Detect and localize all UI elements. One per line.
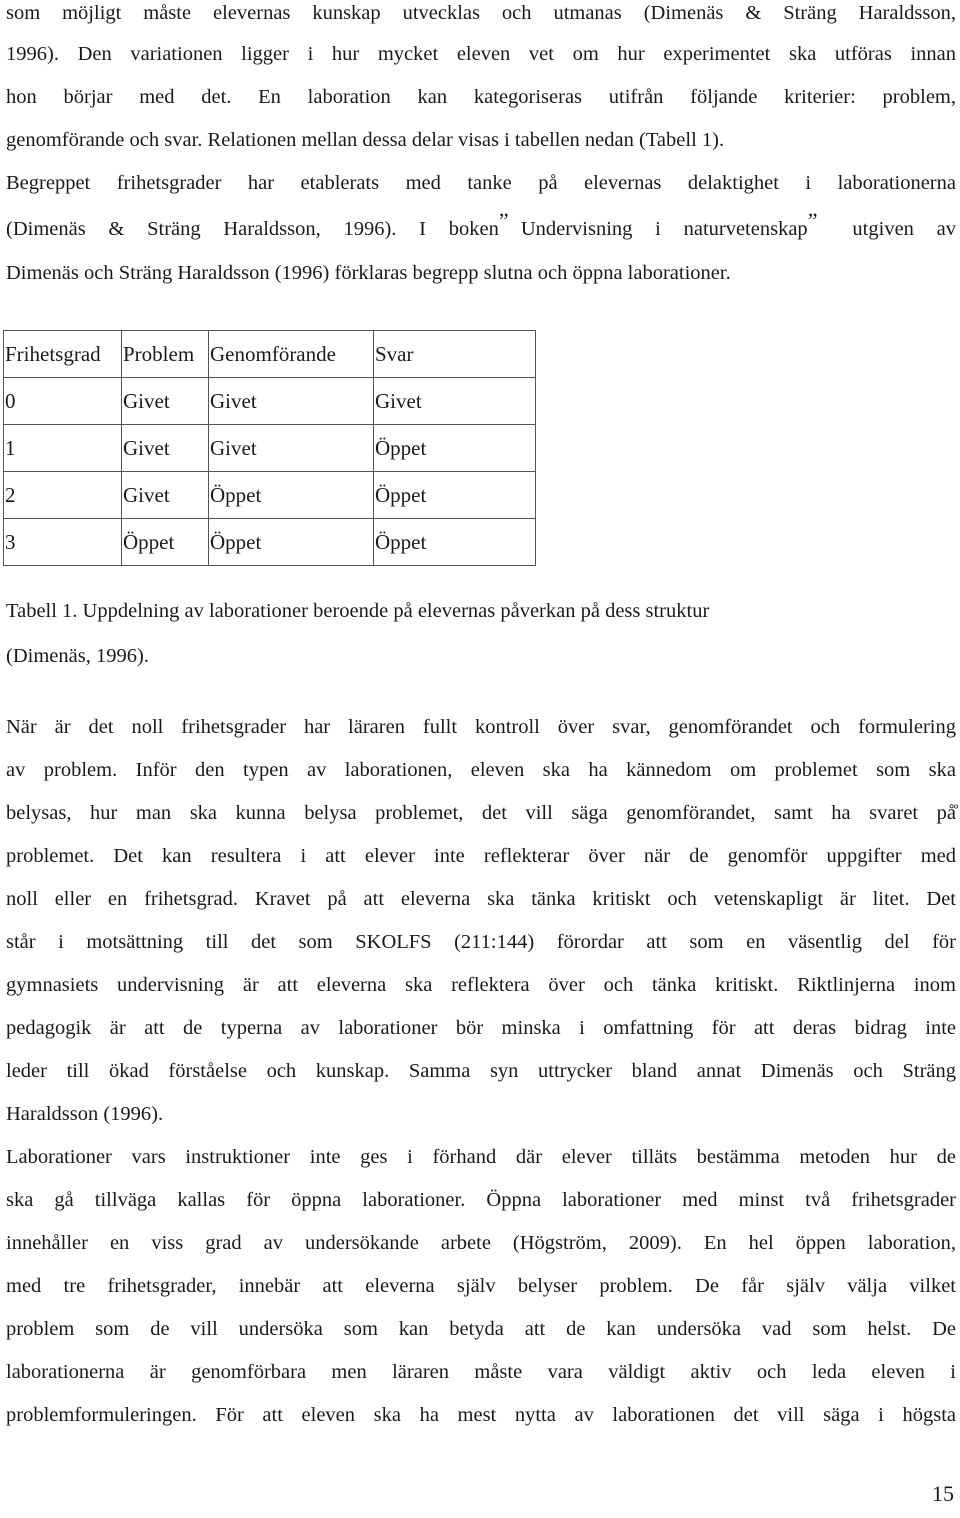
text-line: hon börjar med det. En laboration kan kategoriseras utifrån följande kriterier: problem, [6, 86, 956, 108]
table-cell: Öppet [209, 519, 374, 566]
table-cell: 3 [4, 519, 122, 566]
text-segment: utgiven av [852, 218, 956, 240]
text-line: När är det noll frihetsgrader har läraren fullt kontroll över svar, genomförandet och formulering [6, 716, 956, 738]
text-line: Haraldsson (1996). [6, 1103, 164, 1125]
table-caption: (Dimenäs, 1996). [6, 645, 149, 667]
text-line [6, 208, 956, 242]
text-line: innehåller en viss grad av undersökande arbete (Högström, 2009). En hel öppen laboration, [6, 1232, 956, 1254]
text-line: noll eller en frihetsgrad. Kravet på att eleverna ska tänka kritiskt och vetenskapligt är litet. Det [6, 888, 956, 910]
header-cell: Problem [122, 331, 209, 378]
table-cell: Öppet [122, 519, 209, 566]
text-line: Dimenäs och Sträng Haraldsson (1996) förklaras begrepp slutna och öppna laborationer. [6, 262, 731, 284]
table-cell: Givet [374, 378, 536, 425]
text-line: problemformuleringen. För att eleven ska ha mest nytta av laborationen det vill säga i högsta [6, 1404, 956, 1426]
text-line: Begreppet frihetsgrader har etablerats med tanke på elevernas delaktighet i laborationerna [6, 172, 956, 194]
book-title: Undervisning i naturvetenskap [520, 218, 808, 240]
text-line: Laborationer vars instruktioner inte ges i förhand där elever tilläts bestämma metoden hur de [6, 1146, 956, 1168]
table-row [4, 519, 536, 566]
table-row [4, 425, 536, 472]
header-cell: Svar [374, 331, 536, 378]
header-cell: Frihetsgrad [4, 331, 122, 378]
text-line: av problem. Inför den typen av laborationen, eleven ska ha kännedom om problemet som ska [6, 759, 956, 781]
table-cell: Givet [122, 472, 209, 519]
text-line: med tre frihetsgrader, innebär att eleverna själv belyser problem. De får själv välja vilket [6, 1275, 956, 1297]
table-header-row [4, 331, 536, 378]
table-cell: Öppet [374, 472, 536, 519]
text-line: belysas, hur man ska kunna belysa problemet, det vill säga genomförandet, samt ha svaret på̊ [6, 802, 956, 824]
text-line: gymnasiets undervisning är att eleverna ska reflektera över och tänka kritiskt. Riktlinjerna inom [6, 974, 956, 996]
text-line: 1996). Den variationen ligger i hur mycket eleven vet om hur experimentet ska utföras innan [6, 43, 956, 65]
table-cell: 2 [4, 472, 122, 519]
table-cell: Givet [122, 425, 209, 472]
quote-mark: ” [807, 208, 818, 233]
table-cell: Givet [122, 378, 209, 425]
table-cell: Öppet [209, 472, 374, 519]
text-line: laborationerna är genomförbara men läraren måste vara väldigt aktiv och leda eleven i [6, 1361, 956, 1383]
table-cell: Givet [209, 378, 374, 425]
table-cell: 0 [4, 378, 122, 425]
text-line: problem som de vill undersöka som kan betyda att de kan undersöka vad som helst. De [6, 1318, 956, 1340]
table-cell: 1 [4, 425, 122, 472]
text-line: genomförande och svar. Relationen mellan dessa delar visas i tabellen nedan (Tabell 1). [6, 129, 725, 151]
text-line: står i motsättning till det som SKOLFS (211:144) förordar att som en väsentlig del för [6, 931, 956, 953]
text-line: som möjligt måste elevernas kunskap utvecklas och utmanas (Dimenäs & Sträng Haraldsson, [6, 2, 956, 24]
table-cell: Öppet [374, 519, 536, 566]
quote-mark: ” [498, 208, 509, 233]
text-line: pedagogik är att de typerna av laborationer bör minska i omfattning för att deras bidrag inte [6, 1017, 956, 1039]
table-row [4, 378, 536, 425]
table-row [4, 472, 536, 519]
citation-text: (Dimenäs & Sträng Haraldsson, 1996). [6, 218, 397, 240]
table-cell: Öppet [374, 425, 536, 472]
freedom-degree-table [3, 330, 536, 566]
table-caption: Tabell 1. Uppdelning av laborationer beroende på elevernas påverkan på dess struktur [6, 600, 710, 622]
text-line: ska gå tillväga kallas för öppna laborationer. Öppna laborationer med minst två frihetsgrader [6, 1189, 956, 1211]
text-line: problemet. Det kan resultera i att elever inte reflekterar över när de genomför uppgifter med [6, 845, 956, 867]
header-cell: Genomförande [209, 331, 374, 378]
page-number: 15 [932, 1481, 954, 1506]
text-segment: I boken [419, 218, 499, 240]
table-cell: Givet [209, 425, 374, 472]
text-line: leder till ökad förståelse och kunskap. Samma syn uttrycker bland annat Dimenäs och Sträng [6, 1060, 956, 1082]
